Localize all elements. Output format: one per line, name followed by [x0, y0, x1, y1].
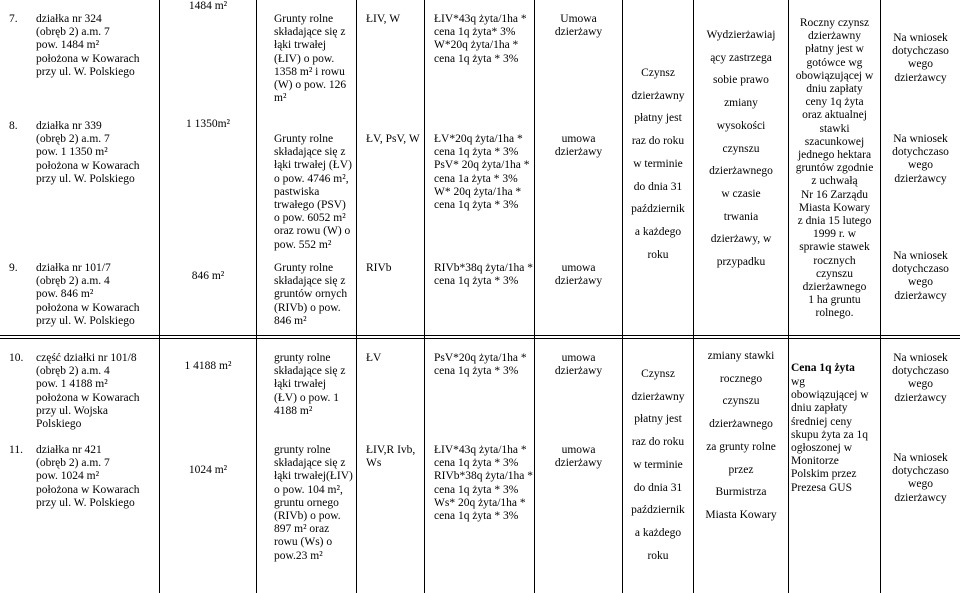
land-class: ŁIV,R Ivb, Ws	[366, 444, 416, 470]
rent-formula: ŁIV*43q żyta/1ha * cena 1q żyta * 3% RIVb*38q żyta/1ha * cena 1q żyta * 3% Ws* 20q żyta/1ha * cena 1q żyta * 3%	[434, 444, 534, 523]
row-number: 10.	[9, 352, 24, 364]
column-divider	[534, 0, 535, 593]
lease-mode: Na wniosek dotychczaso wego dzierżawcy	[892, 452, 949, 504]
parcel-area: 1484 m²	[188, 0, 228, 12]
lease-mode: Na wniosek dotychczaso wego dzierżawcy	[892, 250, 949, 302]
parcel-description: działka nr 324 (obręb 2) a.m. 7 pow. 1484 m² położona w Kowarach przy ul. W. Polskiego	[36, 13, 140, 78]
page-break-line	[0, 335, 960, 336]
row-number: 7.	[9, 13, 18, 25]
parcel-area: 846 m²	[191, 270, 225, 282]
parcel-description: działka nr 421 (obręb 2) a.m. 7 pow. 1024 m² położona w Kowarach przy ul. W. Polskiego	[36, 444, 140, 509]
land-use: grunty rolne składające się z łąki trwałej(ŁIV) o pow. 104 m², gruntu ornego (RIVb) o pow. 897 m² oraz rowu (Ws) o pow.23 m²	[274, 444, 353, 562]
land-class: ŁV	[366, 352, 382, 364]
contract-form: umowa dzierżawy	[554, 352, 603, 378]
land-use: grunty rolne składające się z łąki trwałej (ŁV) o pow. 1 4188 m²	[274, 352, 346, 417]
payment-terms: Czynsz dzierżawny płatny jest raz do roku w terminie do dnia 31 październik a każdego roku	[631, 67, 685, 261]
rent-formula: ŁIV*43q żyta/1ha * cena 1q żyta* 3% W*20q żyta/1ha * cena 1q żyta * 3%	[434, 13, 527, 65]
parcel-area: 1024 m²	[188, 464, 228, 476]
lease-mode: Na wniosek dotychczaso wego dzierżawcy	[892, 352, 949, 404]
land-class: RIVb	[366, 262, 392, 274]
rent-formula: RIVb*38q żyta/1ha * cena 1q żyta * 3%	[434, 262, 534, 288]
parcel-description: działka nr 101/7 (obręb 2) a.m. 4 pow. 846 m² położona w Kowarach przy ul. W. Polskiego	[36, 262, 140, 327]
land-use: Grunty rolne składające się z łąki trwałej (ŁV) o pow. 4746 m², pastwiska trwałego (PSV) o pow. 6052 m² oraz rowu (W) o pow. 552 m²	[274, 133, 352, 251]
contract-form: Umowa dzierżawy	[554, 13, 603, 39]
column-divider	[356, 0, 357, 593]
rent-formula: ŁV*20q żyta/1ha * cena 1q żyta * 3% PsV* 20q żyta/1ha * cena 1a żyta * 3% W* 20q żyta/1ha * cena 1q żyta * 3%	[434, 133, 530, 212]
row-number: 9.	[9, 262, 18, 274]
payment-terms: Czynsz dzierżawny płatny jest raz do roku w terminie do dnia 31 październik a każdego roku	[631, 368, 685, 562]
column-divider	[424, 0, 425, 593]
land-use: Grunty rolne składające się z gruntów ornych (RIVb) o pow. 846 m²	[274, 262, 348, 327]
row-number: 8.	[9, 120, 18, 132]
lease-mode: Na wniosek dotychczaso wego dzierżawcy	[892, 32, 949, 84]
rent-change-clause: zmiany stawki rocznego czynszu dzierżawnego za grunty rolne przez Burmistrza Miasta Kowary	[705, 350, 777, 521]
land-class: ŁV, PsV, W	[366, 133, 420, 145]
page-break-line	[0, 338, 960, 339]
rent-formula: PsV*20q żyta/1ha * cena 1q żyta * 3%	[434, 352, 527, 378]
contract-form: umowa dzierżawy	[554, 262, 603, 288]
contract-form: umowa dzierżawy	[554, 444, 603, 470]
parcel-description: działka nr 339 (obręb 2) a.m. 7 pow. 1 1350 m² położona w Kowarach przy ul. W. Polskiego	[36, 120, 140, 185]
annual-rent-title: Cena 1q żyta	[791, 362, 855, 374]
land-class: ŁIV, W	[366, 13, 401, 25]
column-divider	[159, 0, 160, 593]
row-number: 11.	[9, 444, 23, 456]
annual-rent-source: wg obowiązującej w dniu zapłaty średniej ceny skupu żyta za 1q ogłoszonej w Monitorze Polskim przez Prezesa GUS	[791, 376, 869, 494]
contract-form: umowa dzierżawy	[554, 133, 603, 159]
annual-rent-rule: Roczny czynsz dzierżawny płatny jest w gotówce wg obowiązującej w dniu zapłaty ceny 1q żyta oraz aktualnej stawki szacunkowej jednego hektara gruntów zgodnie z uchwałą Nr 16 Zarządu Miasta Kowary z dnia 15 lutego 1999 r. w sprawie stawek rocznych czynszu dzierżawnego 1 ha gruntu rolnego.	[795, 17, 874, 320]
lease-mode: Na wniosek dotychczaso wego dzierżawcy	[892, 133, 949, 185]
land-use: Grunty rolne składające się z łąki trwałej (ŁIV) o pow. 1358 m² i rowu (W) o pow. 126 m²	[274, 13, 347, 105]
rent-change-clause: Wydzierżawiaj ący zastrzega sobie prawo zmiany wysokości czynszu dzierżawnego w czasie trwania dzierżawy, w przypadku	[706, 29, 776, 269]
parcel-description: część działki nr 101/8 (obręb 2) a.m. 4 pow. 1 4188 m² położona w Kowarach przy ul. Wojska Polskiego	[36, 352, 140, 431]
column-divider	[256, 0, 257, 593]
parcel-area: 1 4188 m²	[184, 360, 232, 372]
parcel-area: 1 1350m²	[185, 118, 231, 130]
